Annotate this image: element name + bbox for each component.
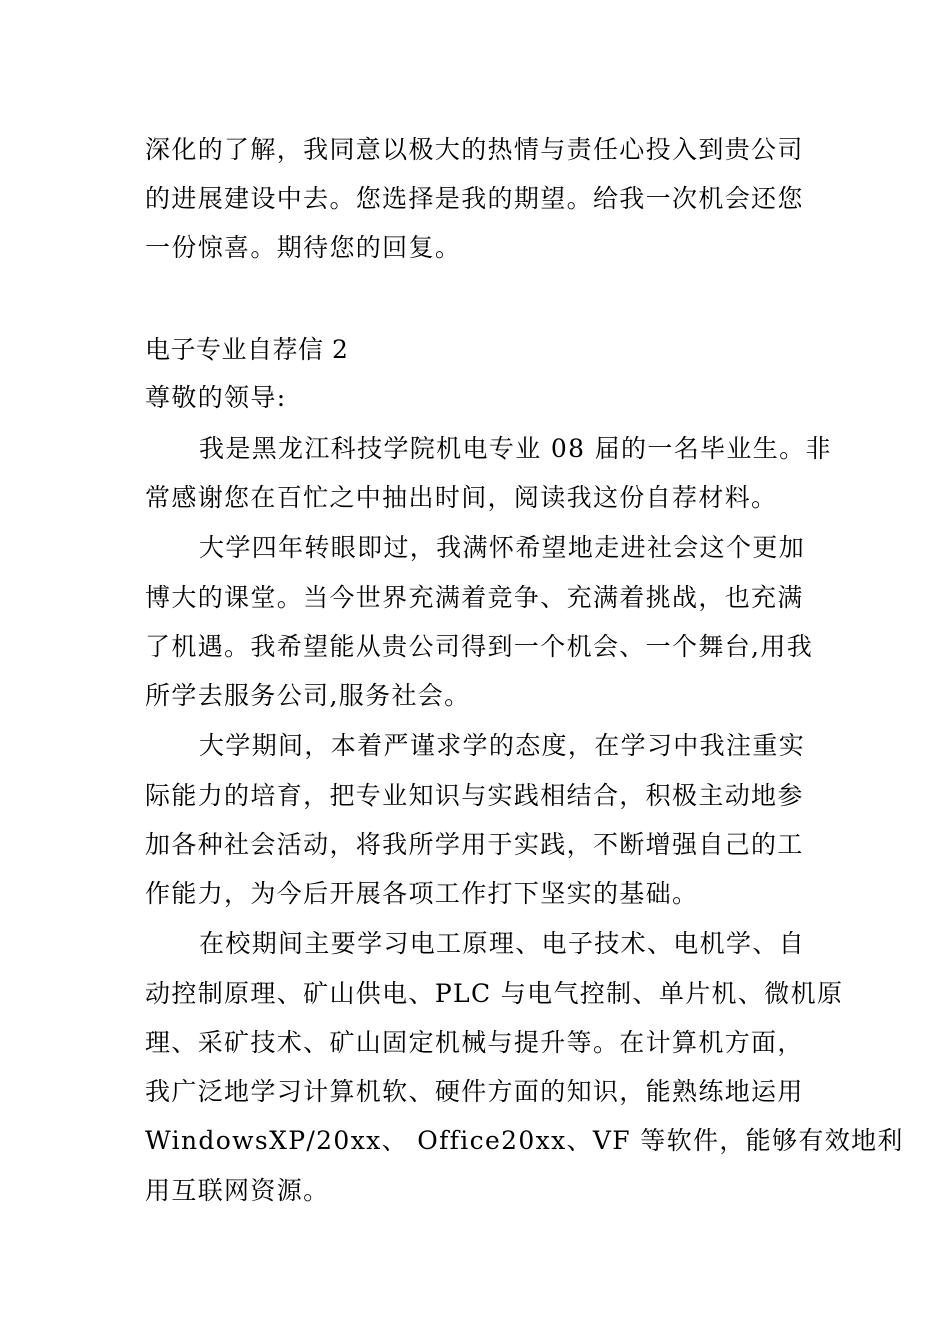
paragraph-line: 大学期间，本着严谨求学的态度，在学习中我注重实 bbox=[199, 731, 806, 760]
paragraph-line: 博大的课堂。当今世界充满着竞争、充满着挑战，也充满 bbox=[145, 583, 804, 612]
paragraph-line: 的进展建设中去。您选择是我的期望。给我一次机会还您 bbox=[145, 184, 804, 213]
paragraph-line: 理、采矿技术、矿山固定机械与提升等。在计算机方面， bbox=[145, 1028, 804, 1057]
paragraph-line: 我广泛地学习计算机软、硬件方面的知识，能熟练地运用 bbox=[145, 1077, 804, 1106]
paragraph-line: 在校期间主要学习电工原理、电子技术、电机学、自 bbox=[199, 929, 806, 958]
paragraph-line: 动控制原理、矿山供电、PLC 与电气控制、单片机、微机原 bbox=[145, 979, 844, 1008]
paragraph-line: 常感谢您在百忙之中抽出时间，阅读我这份自荐材料。 bbox=[145, 483, 778, 512]
paragraph-line: 了机遇。我希望能从贵公司得到一个机会、一个舞台,用我 bbox=[145, 632, 814, 661]
paragraph-line: 大学四年转眼即过，我满怀希望地走进社会这个更加 bbox=[199, 533, 806, 562]
paragraph-line: 我是黑龙江科技学院机电专业 08 届的一名毕业生。非 bbox=[199, 434, 832, 463]
paragraph-line: WindowsXP/20xx、 Office20xx、VF 等软件，能够有效地利 bbox=[145, 1126, 904, 1155]
salutation: 尊敬的领导: bbox=[145, 383, 287, 412]
paragraph-line: 作能力，为今后开展各项工作打下坚实的基础。 bbox=[145, 879, 699, 908]
paragraph-line: 一份惊喜。期待您的回复。 bbox=[145, 233, 462, 262]
paragraph-line: 际能力的培育，把专业知识与实践相结合，积极主动地参 bbox=[145, 781, 804, 810]
paragraph-line: 用互联网资源。 bbox=[145, 1176, 330, 1205]
paragraph-line: 所学去服务公司,服务社会。 bbox=[145, 681, 471, 710]
letter-title: 电子专业自荐信 2 bbox=[145, 335, 349, 364]
paragraph-line: 深化的了解，我同意以极大的热情与责任心投入到贵公司 bbox=[145, 135, 804, 164]
paragraph-line: 加各种社会活动，将我所学用于实践，不断增强自己的工 bbox=[145, 830, 804, 859]
